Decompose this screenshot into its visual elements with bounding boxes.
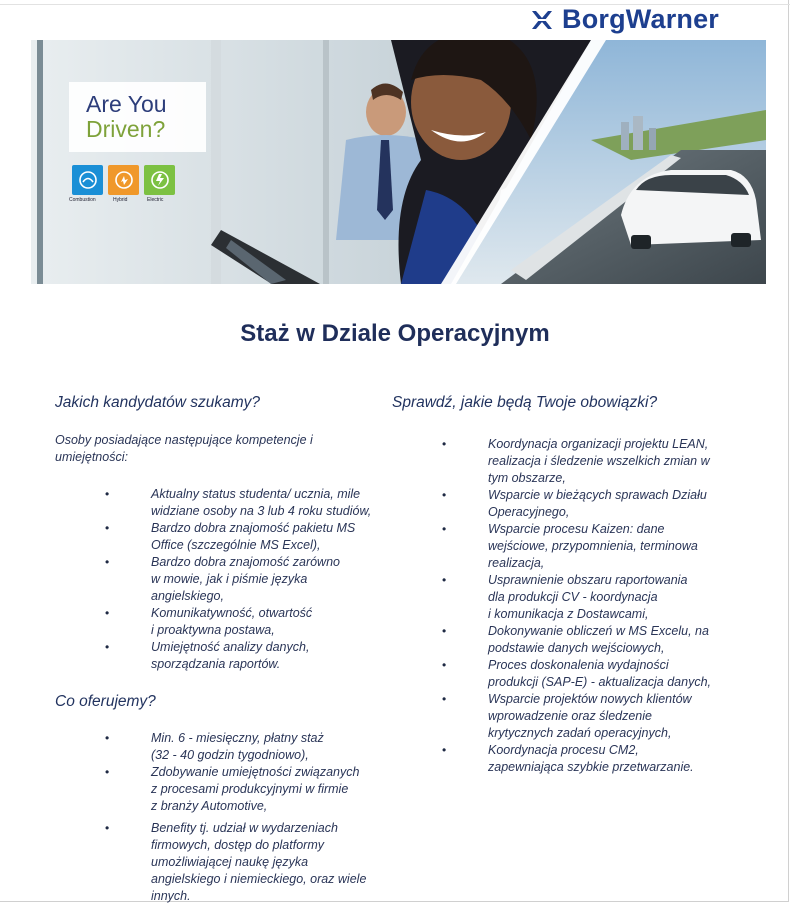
bullet-icon: • [442, 488, 447, 502]
duties-heading: Sprawdź, jakie będą Twoje obowiązki? [392, 394, 658, 411]
list-item-line: wejściowe, przypomnienia, terminowa [488, 539, 698, 553]
bullet-icon: • [442, 658, 447, 672]
logo-text: BorgWarner [562, 4, 720, 34]
list-item [442, 436, 711, 487]
list-item-line: Usprawnienie obszaru raportowania [488, 573, 688, 587]
list-item-line: Operacyjnego, [488, 505, 570, 519]
list-item-line: podstawie danych wejściowych, [488, 641, 665, 655]
list-item-line: umożliwiającej naukę języka [151, 855, 309, 869]
bullet-icon: • [105, 765, 110, 779]
hybrid-label: Hybrid [113, 197, 128, 203]
bullet-icon: • [105, 731, 110, 745]
list-item [105, 520, 371, 554]
candidates-heading: Jakich kandydatów szukamy? [55, 394, 261, 411]
list-item-line: Koordynacja procesu CM2, [488, 743, 639, 757]
hero-photo [31, 40, 766, 284]
list-item-line: z branży Automotive, [151, 799, 268, 813]
offers-list [105, 730, 367, 905]
list-item-line: Umiejętność analizy danych, [151, 640, 310, 654]
bullet-icon: • [105, 640, 110, 654]
bullet-icon: • [442, 743, 447, 757]
hero-banner [31, 40, 766, 284]
list-item-line: widziane osoby na 3 lub 4 roku studiów, [151, 504, 372, 518]
combustion-label: Combustion [69, 197, 96, 203]
list-item-line: wprowadzenie oraz śledzenie [488, 709, 652, 723]
engine-icon [77, 169, 99, 191]
list-item [105, 730, 366, 764]
hybrid-icon [113, 169, 135, 191]
list-item [442, 623, 711, 657]
bullet-icon: • [442, 522, 447, 536]
bullet-icon: • [442, 437, 447, 451]
list-item [105, 554, 371, 605]
list-item-line: w mowie, jak i piśmie języka [151, 572, 308, 586]
list-item-line: i proaktywna postawa, [151, 623, 275, 637]
list-item-line: Office (szczególnie MS Excel), [151, 538, 321, 552]
bullet-icon: • [105, 521, 110, 535]
list-item-line: Komunikatywność, otwartość [151, 606, 313, 620]
duties-list [442, 436, 712, 776]
list-item-line: Min. 6 - miesięczny, płatny staż [151, 731, 324, 745]
list-item-line: i komunikacja z Dostawcami, [488, 607, 649, 621]
borgwarner-logo [530, 4, 719, 35]
list-item-line: produkcji (SAP-E) - aktualizacja danych, [488, 675, 712, 689]
list-item-line: Proces doskonalenia wydajności [488, 658, 669, 672]
list-item-line: realizacja, [488, 556, 545, 570]
list-item [442, 742, 711, 776]
list-item-line: Zdobywanie umiejętności związanych [151, 765, 360, 779]
list-item-line: (32 - 40 godzin tygodniowo), [151, 748, 309, 762]
list-item-line: innych. [151, 889, 191, 903]
tagline-line-2: Driven? [86, 116, 166, 142]
candidates-list [105, 486, 372, 673]
list-item [105, 764, 366, 815]
tagline-line-1: Are You [86, 91, 167, 117]
bullet-icon: • [442, 692, 447, 706]
list-item-line: zapewniająca szybkie przetwarzanie. [488, 760, 694, 774]
list-item [442, 657, 712, 691]
list-item [442, 521, 711, 572]
hybrid-badge [108, 165, 139, 195]
bullet-icon: • [105, 487, 110, 501]
hero-tagline [86, 92, 167, 142]
list-item-line: firmowych, dostęp do platformy [151, 838, 324, 852]
list-item [442, 487, 711, 521]
list-item-line: Wsparcie w bieżących sprawach Działu [488, 488, 707, 502]
list-item [105, 820, 367, 905]
electric-label: Electric [147, 197, 164, 203]
intro-line: umiejętności: [55, 450, 128, 464]
list-item-line: Wsparcie projektów nowych klientów [488, 692, 692, 706]
list-item-line: Benefity tj. udział w wydarzeniach [151, 821, 338, 835]
list-item [442, 691, 711, 742]
bullet-icon: • [442, 624, 447, 638]
bullet-icon: • [442, 573, 447, 587]
list-item [105, 639, 371, 673]
list-item-line: tym obszarze, [488, 471, 566, 485]
list-item-line: sporządzania raportów. [151, 657, 281, 671]
electric-icon [149, 169, 171, 191]
list-item-line: z procesami produkcyjnymi w firmie [151, 782, 349, 796]
list-item-line: dla produkcji CV - koordynacja [488, 590, 658, 604]
list-item-line: Wsparcie procesu Kaizen: dane [488, 522, 665, 536]
list-item-line: krytycznych zadań operacyjnych, [488, 726, 672, 740]
list-item-line: Koordynacja organizacji projektu LEAN, [488, 437, 709, 451]
electric-badge [144, 165, 175, 195]
list-item-line: Aktualny status studenta/ ucznia, mile [151, 487, 361, 501]
bullet-icon: • [105, 821, 110, 835]
list-item-line: realizacja i śledzenie wszelkich zmian w [488, 454, 710, 468]
intro-line: Osoby posiadające następujące kompetencje i [55, 433, 313, 447]
list-item-line: Bardzo dobra znajomość zarówno [151, 555, 340, 569]
bullet-icon: • [105, 606, 110, 620]
list-item [105, 486, 372, 520]
list-item-line: angielskiego, [151, 589, 224, 603]
list-item-line: angielskiego i niemieckiego, oraz wiele [151, 872, 367, 886]
borgwarner-mark-icon [530, 8, 554, 32]
list-item [442, 572, 711, 623]
offer-heading: Co oferujemy? [55, 693, 156, 710]
list-item-line: Bardzo dobra znajomość pakietu MS [151, 521, 356, 535]
page-title: Staż w Dziale Operacyjnym [240, 320, 550, 347]
combustion-badge [72, 165, 103, 195]
bullet-icon: • [105, 555, 110, 569]
candidates-intro [55, 432, 313, 466]
list-item [105, 605, 371, 639]
list-item-line: Dokonywanie obliczeń w MS Excelu, na [488, 624, 709, 638]
